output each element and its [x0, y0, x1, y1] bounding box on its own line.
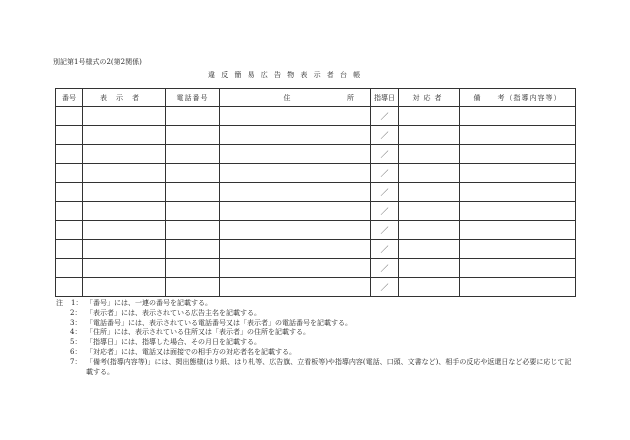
- note-number: 4：: [70, 328, 82, 337]
- cell-address: [220, 221, 371, 240]
- cell-remarks: [460, 202, 576, 221]
- note-number: 6：: [70, 347, 82, 356]
- cell-respondent: [399, 126, 460, 145]
- cell-number: [56, 259, 83, 278]
- cell-respondent: [399, 202, 460, 221]
- cell-phone: [166, 107, 220, 126]
- cell-guidance-day: ／: [371, 145, 399, 164]
- cell-respondent: [399, 240, 460, 259]
- table-row: [56, 202, 576, 221]
- cell-phone: [166, 183, 220, 202]
- cell-display: [83, 145, 166, 164]
- cell-address: [220, 202, 371, 221]
- cell-number: [56, 202, 83, 221]
- cell-display: [83, 202, 166, 221]
- cell-remarks: [460, 240, 576, 259]
- cell-number: [56, 126, 83, 145]
- cell-display: [83, 164, 166, 183]
- note-item: [56, 299, 576, 309]
- cell-remarks: [460, 145, 576, 164]
- cell-respondent: [399, 183, 460, 202]
- document-title: 違反簡易広告物表示者台帳: [208, 71, 367, 79]
- cell-display: [83, 259, 166, 278]
- cell-number: [56, 240, 83, 259]
- cell-remarks: [460, 126, 576, 145]
- cell-display: [83, 183, 166, 202]
- cell-address: [220, 107, 371, 126]
- table-row: [56, 278, 576, 297]
- table-row: [56, 221, 576, 240]
- cell-respondent: [399, 278, 460, 297]
- cell-display: [83, 278, 166, 297]
- table-row: [56, 107, 576, 126]
- cell-phone: [166, 221, 220, 240]
- cell-address: [220, 240, 371, 259]
- note-text: 「表示者」には、表示されている広告主名を記載する。: [86, 308, 261, 317]
- table-row: [56, 183, 576, 202]
- cell-respondent: [399, 259, 460, 278]
- header-address: [220, 89, 371, 107]
- cell-phone: [166, 259, 220, 278]
- cell-address: [220, 183, 371, 202]
- table-row: [56, 145, 576, 164]
- ledger-table: [55, 88, 576, 297]
- cell-guidance-day: ／: [371, 278, 399, 297]
- cell-number: [56, 221, 83, 240]
- cell-phone: [166, 126, 220, 145]
- cell-respondent: [399, 107, 460, 126]
- cell-guidance-day: ／: [371, 126, 399, 145]
- cell-display: [83, 221, 166, 240]
- note-number: 5：: [70, 338, 82, 347]
- note-item: [56, 348, 576, 358]
- cell-guidance-day: ／: [371, 259, 399, 278]
- cell-address: [220, 259, 371, 278]
- cell-respondent: [399, 145, 460, 164]
- header-guidance-day: 指導日: [371, 89, 399, 107]
- header-number: 番号: [56, 89, 83, 107]
- cell-guidance-day: ／: [371, 107, 399, 126]
- header-display: 表示者: [83, 89, 166, 107]
- note-number: 3：: [70, 318, 82, 327]
- note-text: 「住所」には、表示されている住所又は「表示者」の住所を記載する。: [86, 328, 310, 337]
- cell-guidance-day: ／: [371, 164, 399, 183]
- cell-display: [83, 240, 166, 259]
- note-text: 「番号」には、一連の番号を記載する。: [86, 299, 212, 307]
- cell-address: [220, 126, 371, 145]
- cell-remarks: [460, 221, 576, 240]
- cell-phone: [166, 278, 220, 297]
- header-respondent: 対応者: [399, 89, 460, 107]
- cell-address: [220, 145, 371, 164]
- notes-label: 注: [56, 299, 63, 307]
- note-item: [56, 328, 576, 338]
- note-number: 注 1：: [56, 299, 83, 307]
- cell-number: [56, 278, 83, 297]
- cell-respondent: [399, 164, 460, 183]
- cell-guidance-day: ／: [371, 221, 399, 240]
- table-row: [56, 240, 576, 259]
- header-phone: 電話番号: [166, 89, 220, 107]
- cell-remarks: [460, 278, 576, 297]
- note-item: [56, 358, 576, 378]
- cell-guidance-day: ／: [371, 240, 399, 259]
- cell-number: [56, 145, 83, 164]
- cell-remarks: [460, 259, 576, 278]
- table-row: [56, 259, 576, 278]
- cell-number: [56, 183, 83, 202]
- cell-address: [220, 278, 371, 297]
- cell-address: [220, 164, 371, 183]
- cell-number: [56, 164, 83, 183]
- cell-remarks: [460, 164, 576, 183]
- note-text: 「対応者」には、電話又は面接での相手方の対応者名を記載する。: [86, 347, 296, 356]
- cell-respondent: [399, 221, 460, 240]
- table-row: [56, 126, 576, 145]
- cell-display: [83, 107, 166, 126]
- notes-section: [56, 299, 576, 377]
- cell-remarks: [460, 183, 576, 202]
- table-header-row: [56, 89, 576, 107]
- cell-number: [56, 107, 83, 126]
- note-text: 「指導日」には、指導した場合、その月日を記載する。: [86, 338, 261, 347]
- note-text: 「電話番号」には、表示されている電話番号又は「表示者」の電話番号を記載する。: [86, 318, 352, 327]
- cell-guidance-day: ／: [371, 202, 399, 221]
- note-item: [56, 319, 576, 329]
- note-number: 2：: [70, 308, 82, 317]
- cell-remarks: [460, 107, 576, 126]
- header-address-part-2: 所: [347, 93, 354, 102]
- cell-guidance-day: ／: [371, 183, 399, 202]
- note-number: 7：: [70, 357, 82, 366]
- cell-phone: [166, 202, 220, 221]
- form-reference: 別記第1号様式の2(第2関係): [53, 58, 142, 66]
- cell-phone: [166, 164, 220, 183]
- cell-phone: [166, 145, 220, 164]
- note-item: [56, 338, 576, 348]
- cell-display: [83, 126, 166, 145]
- header-address-part-1: 住: [283, 93, 291, 102]
- note-text: 「備考(指導内容等)」には、掲出態様(はり紙、はり札等、広告旗、立看板等)や指導内容(電話、口頭、文書など)、相手の反応や返還日など必要に応じて記載する。: [86, 357, 572, 376]
- header-remarks: 備 考（指導内容等）: [460, 89, 576, 107]
- table-row: [56, 164, 576, 183]
- cell-phone: [166, 240, 220, 259]
- note-item: [56, 309, 576, 319]
